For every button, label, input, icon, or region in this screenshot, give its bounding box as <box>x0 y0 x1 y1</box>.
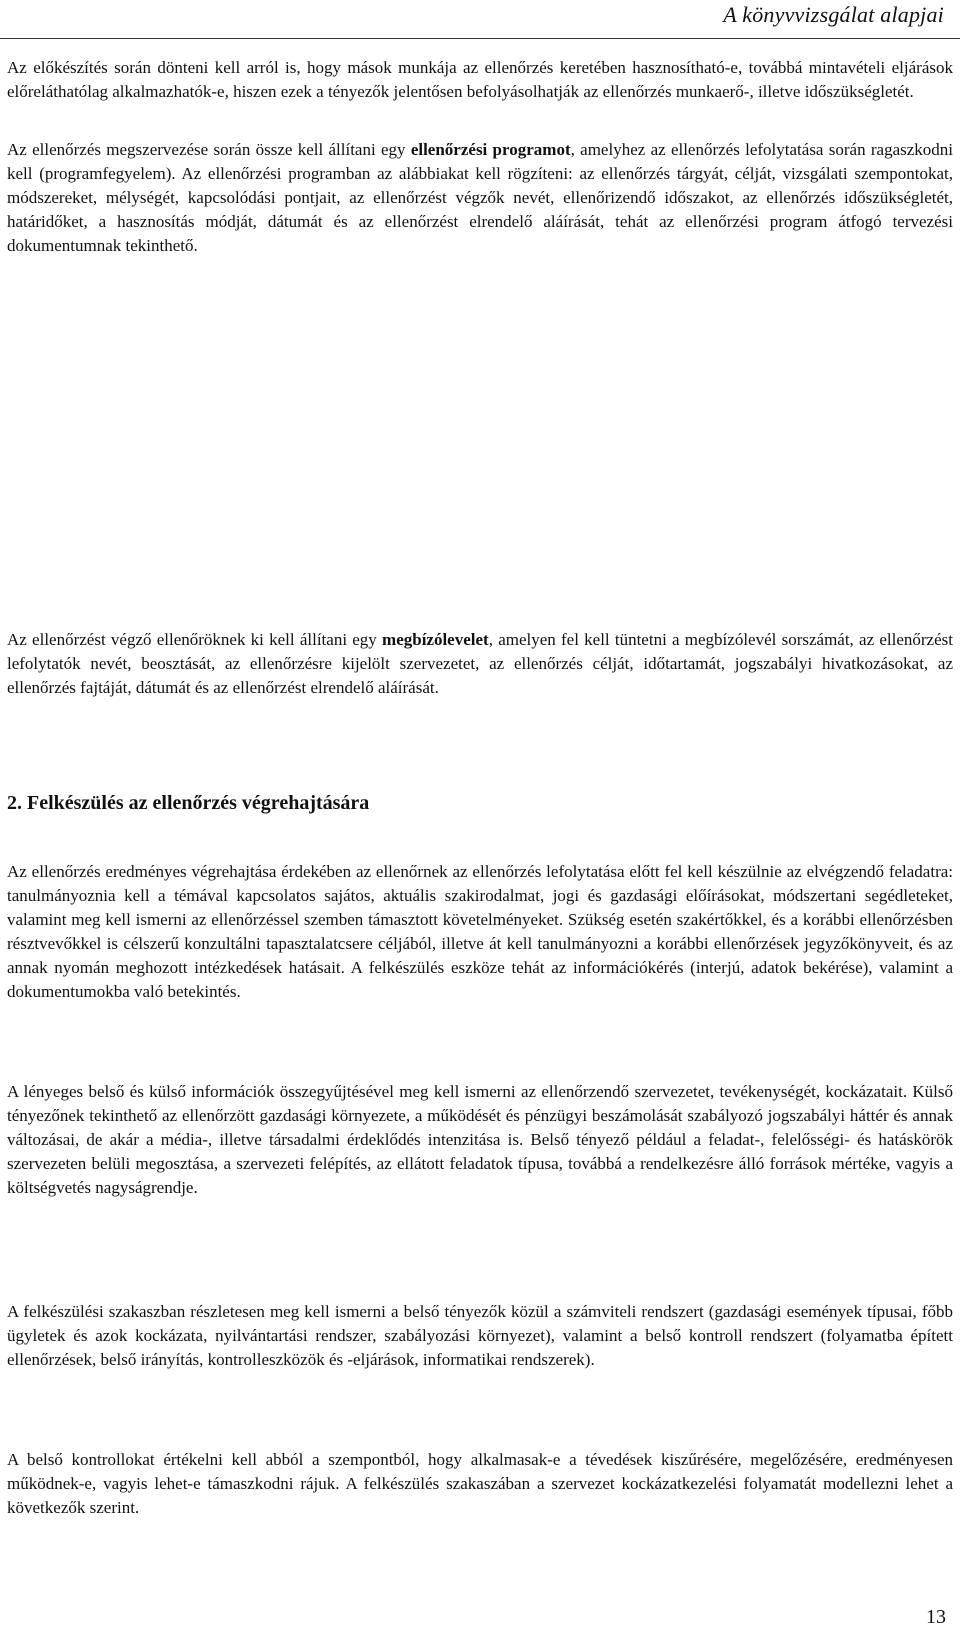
page-header <box>0 0 960 44</box>
section-heading: 2. Felkészülés az ellenőrzés végrehajtására <box>7 792 370 814</box>
page-number: 13 <box>926 1606 946 1628</box>
paragraph-7: A belső kontrollokat értékelni kell abból a szempontból, hogy alkalmasak-e a tévedések kiszűrésére, megelőzésére, eredményesen működnek-e, vagyis lehet-e támaszkodni rájuk. A felkészülés szakaszában a szervezet kockázatkezelési folyamatát modellezni lehet a következők szerint. <box>7 1450 953 1517</box>
paragraph-3 <box>7 628 953 700</box>
paragraph-2 <box>7 138 953 258</box>
paragraph-3-rest: , amelyen fel kell tüntetni a megbízólevél sorszámát, az ellenőrzést lefolytatók nevét, beosztását, az ellenőrzésre kijelölt szervezetet, az ellenőrzés célját, időtartamát, jogszabályi hivatkozásokat, az ellenőrzés fajtáját, dátumát és az ellenőrzést elrendelő aláírását. <box>7 630 953 697</box>
paragraph-3-text: Az ellenőrzést végző ellenőröknek ki kell állítani egy <box>7 630 383 649</box>
paragraph-2-rest: , amelyhez az ellenőrzés lefolytatása során ragaszkodni kell (programfegyelem). Az ellenőrzési programban az alábbiakat kell rögzíteni: az ellenőrzés tárgyát, célját, vizsgálati szempontokat, módszereket, mélységét, kapcsolódási pontjait, az ellenőrzést végzők nevét, ellenőrizendő időszakot, az ellenőrzés időszükségletét, határidőket, a hasznosítás módját, dátumát és az ellenőrzést elrendelő aláírását, tehát az ellenőrzési program átfogó tervezési dokumentumnak tekinthető. <box>7 140 953 255</box>
header-rule <box>0 38 960 39</box>
paragraph-5: A lényeges belső és külső információk összegyűjtésével meg kell ismerni az ellenőrzendő szervezetet, tevékenységét, kockázatait. Külső tényezőnek tekinthető az ellenőrzött gazdasági környezete, a működését és pénzügyi beszámolását szabályozó jogszabályi háttér és annak változásai, de akár a média-, illetve társadalmi érdeklődés intenzitása is. Belső tényező például a feladat-, felelősségi- és hatáskörök szervezeten belüli megosztása, a szervezeti felépítés, az ellátott feladatok típusa, továbbá a rendelkezésre álló források mértéke, vagyis a költségvetés nagyságrendje. <box>7 1082 953 1197</box>
running-head: A könyvvizsgálat alapjai <box>723 2 944 27</box>
paragraph-1: Az előkészítés során dönteni kell arról is, hogy mások munkája az ellenőrzés keretében hasznosítható-e, továbbá mintavételi eljárások előreláthatólag alkalmazhatók-e, hiszen ezek a tényezők jelentősen befolyásolhatják az ellenőrzés munkaerő-, illetve időszükségletét. <box>7 58 953 101</box>
paragraph-2-text: Az ellenőrzés megszervezése során össze kell állítani egy <box>7 140 411 159</box>
paragraph-6: A felkészülési szakaszban részletesen meg kell ismerni a belső tényezők közül a számviteli rendszert (gazdasági események típusai, főbb ügyletek és azok kockázata, nyilvántartási rendszer, szabályozási környezet), valamint a belső kontroll rendszert (folyamatba épített ellenőrzések, belső irányítás, kontrolleszközök és -eljárások, informatikai rendszerek). <box>7 1302 953 1369</box>
paragraph-3-term: megbízólevelet <box>382 630 489 649</box>
paragraph-2-term: ellenőrzési programot <box>410 140 571 159</box>
paragraph-4: Az ellenőrzés eredményes végrehajtása érdekében az ellenőrnek az ellenőrzés lefolytatása előtt fel kell készülnie az elvégzendő feladatra: tanulmányoznia kell a témával kapcsolatos sajátos, aktuális szakirodalmat, jogi és gazdasági előírásokat, módszertani segédleteket, valamint meg kell ismerni az ellenőrzéssel szemben támasztott követelményeket. Szükség esetén szakértőkkel, és a korábbi ellenőrzésben résztvevőkkel is célszerű konzultálni tapasztalatcsere céljából, illetve át kell tanulmányozni a korábbi ellenőrzések jegyzőkönyveit, és az annak nyomán meghozott intézkedések hatásait. A felkészülés eszköze tehát az információkérés (interjú, adatok bekérése), valamint a dokumentumokba való betekintés. <box>7 862 953 1001</box>
